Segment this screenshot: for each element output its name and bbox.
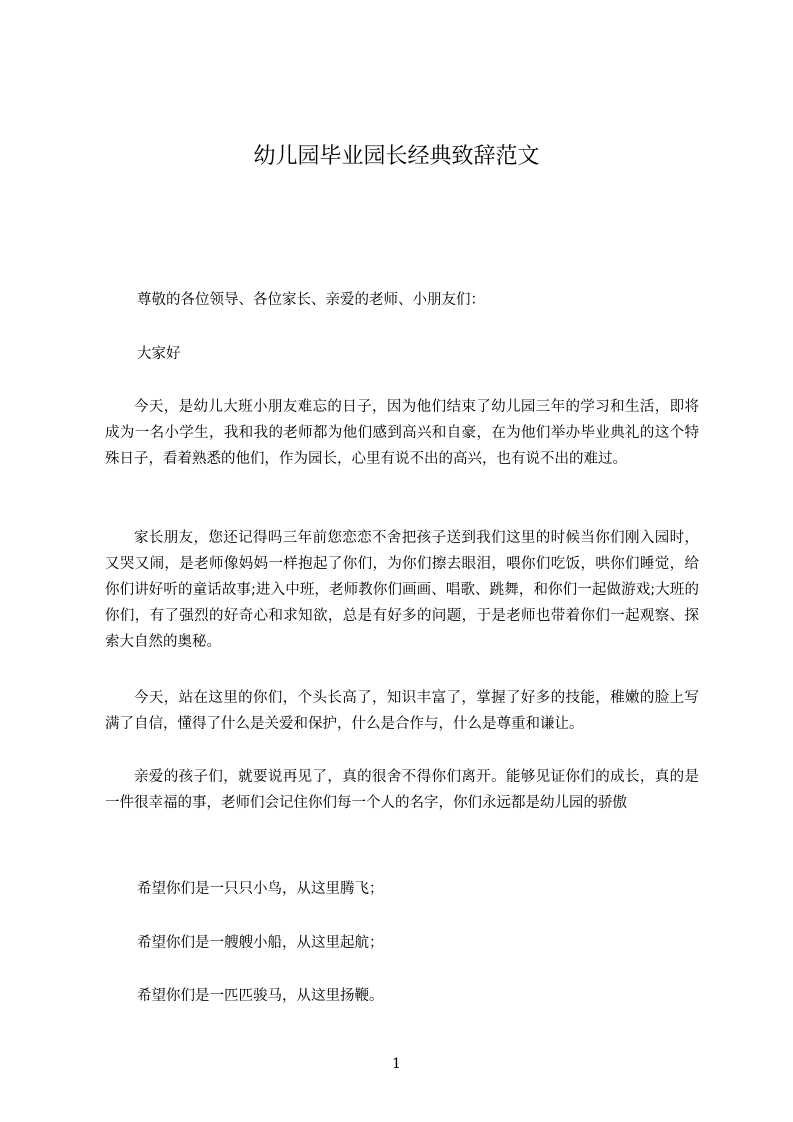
hello-line: 大家好 [137, 346, 181, 362]
greeting-line: 尊敬的各位领导、各位家长、亲爱的老师、小朋友们： [137, 292, 485, 308]
wish-line-2: 希望你们是一艘艘小船，从这里起航； [137, 935, 384, 951]
paragraph-2: 家长朋友，您还记得吗三年前您恋恋不舍把孩子送到我们这里的时候当你们刚入园时，又哭又闹，是老师像妈妈一样抱起了你们，为你们擦去眼泪，喂你们吃饭，哄你们睡觉，给你们讲好听的童话故事;进入中班，老师教你们画画、唱歌、跳舞，和你们一起做游戏;大班的你们，有了强烈的好奇心和求知欲，总是有好多的问题，于是老师也带着你们一起观察、探索大自然的奥秘。 [105, 530, 699, 650]
wish-line-3: 希望你们是一匹匹骏马，从这里扬鞭。 [137, 988, 384, 1004]
page-number: 1 [392, 1056, 401, 1072]
paragraph-4: 亲爱的孩子们，就要说再见了，真的很舍不得你们离开。能够见证你们的成长，真的是一件很幸福的事，老师们会记住你们每一个人的名字，你们永远都是幼儿园的骄傲 [105, 769, 699, 811]
paragraph-3: 今天，站在这里的你们，个头长高了，知识丰富了，掌握了好多的技能，稚嫩的脸上写满了自信，懂得了什么是关爱和保护，什么是合作与，什么是尊重和谦让。 [105, 690, 699, 732]
document-title: 幼儿园毕业园长经典致辞范文 [253, 144, 540, 169]
wish-line-1: 希望你们是一只只小鸟，从这里腾飞； [137, 881, 384, 897]
paragraph-1: 今天，是幼儿大班小朋友难忘的日子，因为他们结束了幼儿园三年的学习和生活，即将成为一名小学生，我和我的老师都为他们感到高兴和自豪，在为他们举办毕业典礼的这个特殊日子，看着熟悉的他们，作为园长，心里有说不出的高兴，也有说不出的难过。 [105, 399, 699, 467]
